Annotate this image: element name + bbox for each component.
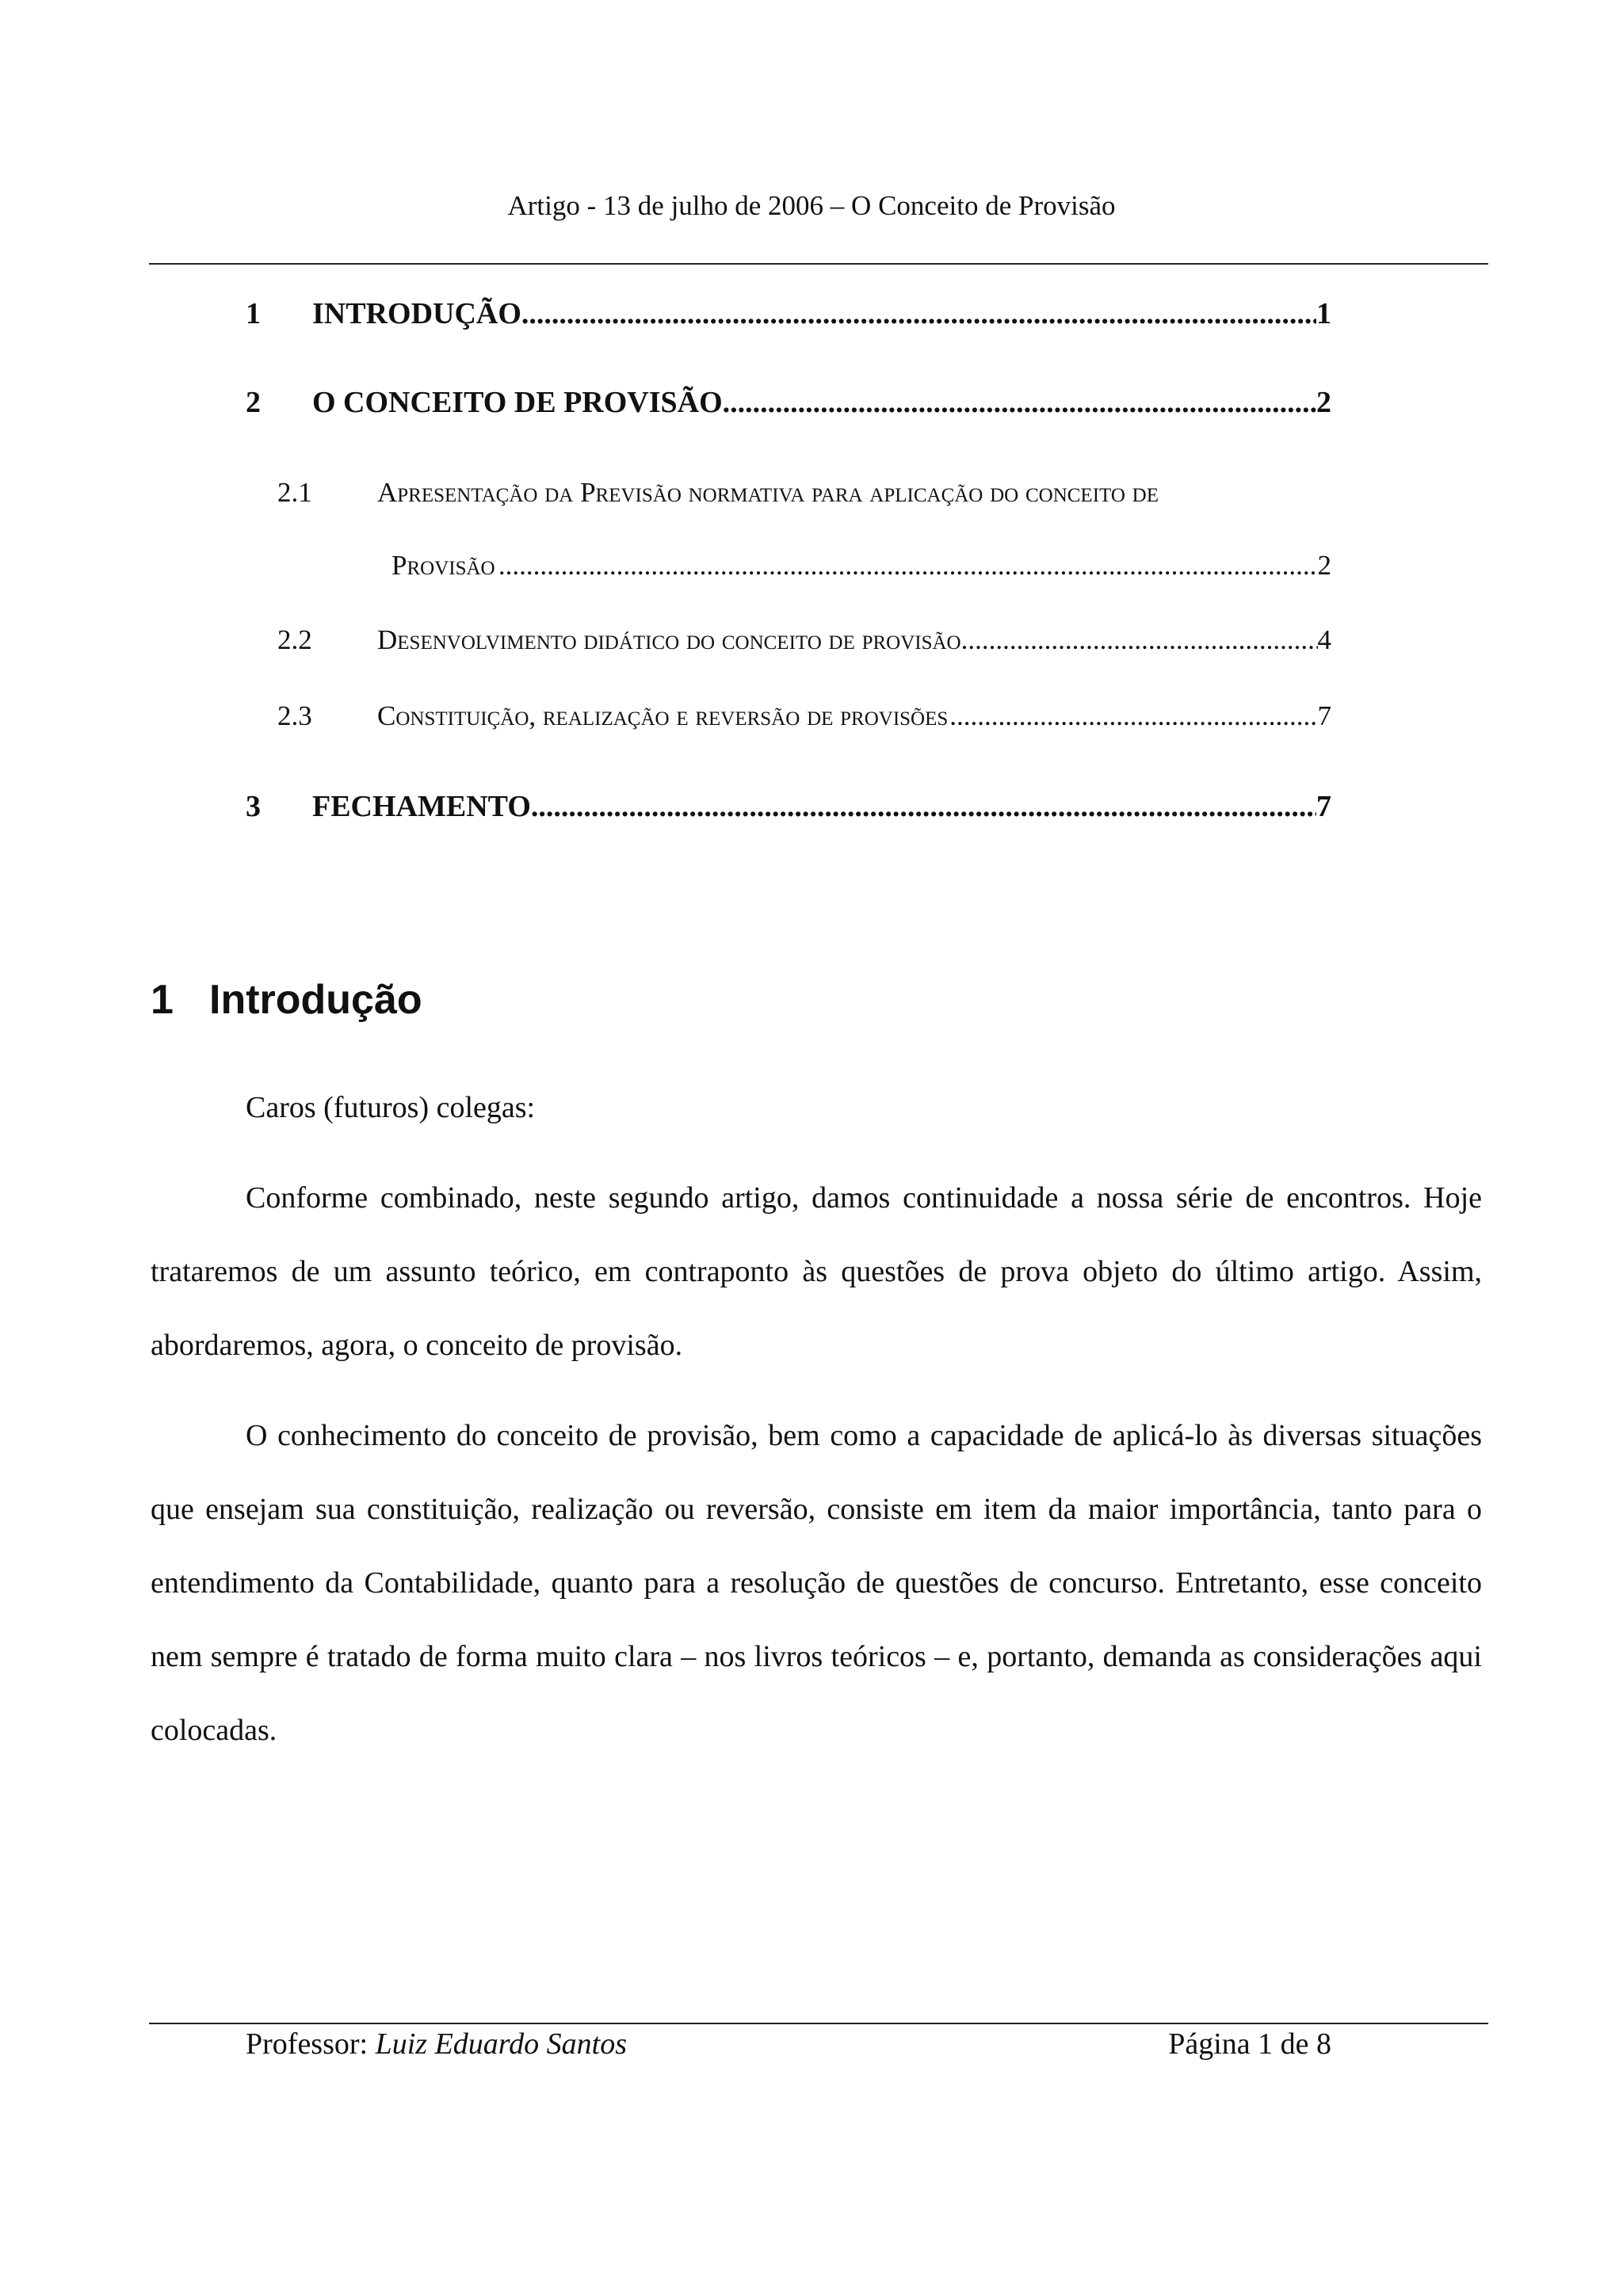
paragraph-1: Conforme combinado, neste segundo artigo, damos continuidade a nossa série de encontros. Hoje trataremos de um assunto teórico, em contraponto às questões de prova objeto do último artigo. Assim, abordaremos, agora, o conceito de provisão. — [151, 1181, 1482, 1362]
toc-item-constituicao[interactable] — [277, 700, 1331, 732]
toc-item-desenvolvimento[interactable] — [277, 624, 1331, 656]
toc-item-apresentacao-continued[interactable] — [391, 550, 1331, 582]
paragraph-2: O conhecimento do conceito de provisão, bem como a capacidade de aplicá-lo às diversas situações que ensejam sua constituição, realização ou reversão, consiste em item da maior importância, tanto para o entendimento da Contabilidade, quanto para a resolução de questões de concurso. Entretanto, esse conceito nem sempre é tratado de forma muito clara – nos livros teóricos – e, portanto, demanda as considerações aqui colocadas. — [151, 1419, 1482, 1747]
toc-item-title: Apresentação da Previsão normativa para aplicação do conceito de — [377, 477, 1159, 508]
footer-author — [246, 2027, 627, 2061]
toc-dot-leader — [521, 296, 1316, 331]
running-header: Artigo - 13 de julho de 2006 – O Conceito de Provisão — [507, 190, 1116, 221]
toc-item-page: 7 — [1316, 790, 1331, 823]
toc-item-number: 2.3 — [277, 700, 312, 731]
section-number: 1 — [151, 977, 174, 1023]
toc-item-apresentacao[interactable] — [277, 477, 1371, 509]
toc-dot-leader — [961, 624, 1318, 656]
section-title: Introdução — [209, 977, 422, 1023]
toc-item-number: 2.1 — [277, 477, 312, 508]
toc-dot-leader — [498, 550, 1318, 582]
toc-item-page: 1 — [1316, 297, 1331, 330]
toc-item-introducao[interactable] — [246, 296, 1331, 331]
toc-item-page: 7 — [1317, 700, 1331, 731]
toc-item-number: 3 — [246, 790, 261, 823]
toc-item-page: 2 — [1316, 386, 1331, 419]
toc-dot-leader — [531, 789, 1316, 824]
toc-item-number: 1 — [246, 297, 261, 330]
footer-label: Professor: — [246, 2027, 369, 2061]
footer-author-name: Luiz Eduardo Santos — [375, 2027, 628, 2061]
footer-page-number: Página 1 de 8 — [1168, 2027, 1331, 2061]
toc-item-conceito[interactable] — [246, 385, 1331, 420]
header-rule — [149, 263, 1488, 265]
toc-dot-leader — [723, 385, 1316, 420]
toc-item-page: 4 — [1317, 624, 1331, 655]
toc-item-title-continued: Provisão — [391, 550, 495, 581]
toc-item-title: INTRODUÇÃO — [312, 297, 521, 330]
section-heading — [151, 976, 422, 1024]
toc-item-page: 2 — [1317, 550, 1331, 581]
paragraph-salutation: Caros (futuros) colegas: — [246, 1091, 536, 1124]
toc-item-number: 2 — [246, 386, 261, 419]
toc-item-title: FECHAMENTO — [312, 790, 531, 823]
toc-item-title: Desenvolvimento didático do conceito de provisão — [377, 624, 961, 655]
toc-dot-leader — [949, 700, 1317, 732]
toc-item-number: 2.2 — [277, 624, 312, 655]
toc-item-title: O CONCEITO DE PROVISÃO — [312, 386, 723, 419]
toc-item-fechamento[interactable] — [246, 789, 1331, 824]
footer-rule — [149, 2023, 1488, 2024]
toc-item-title: Constituição, realização e reversão de provisões — [377, 700, 949, 731]
